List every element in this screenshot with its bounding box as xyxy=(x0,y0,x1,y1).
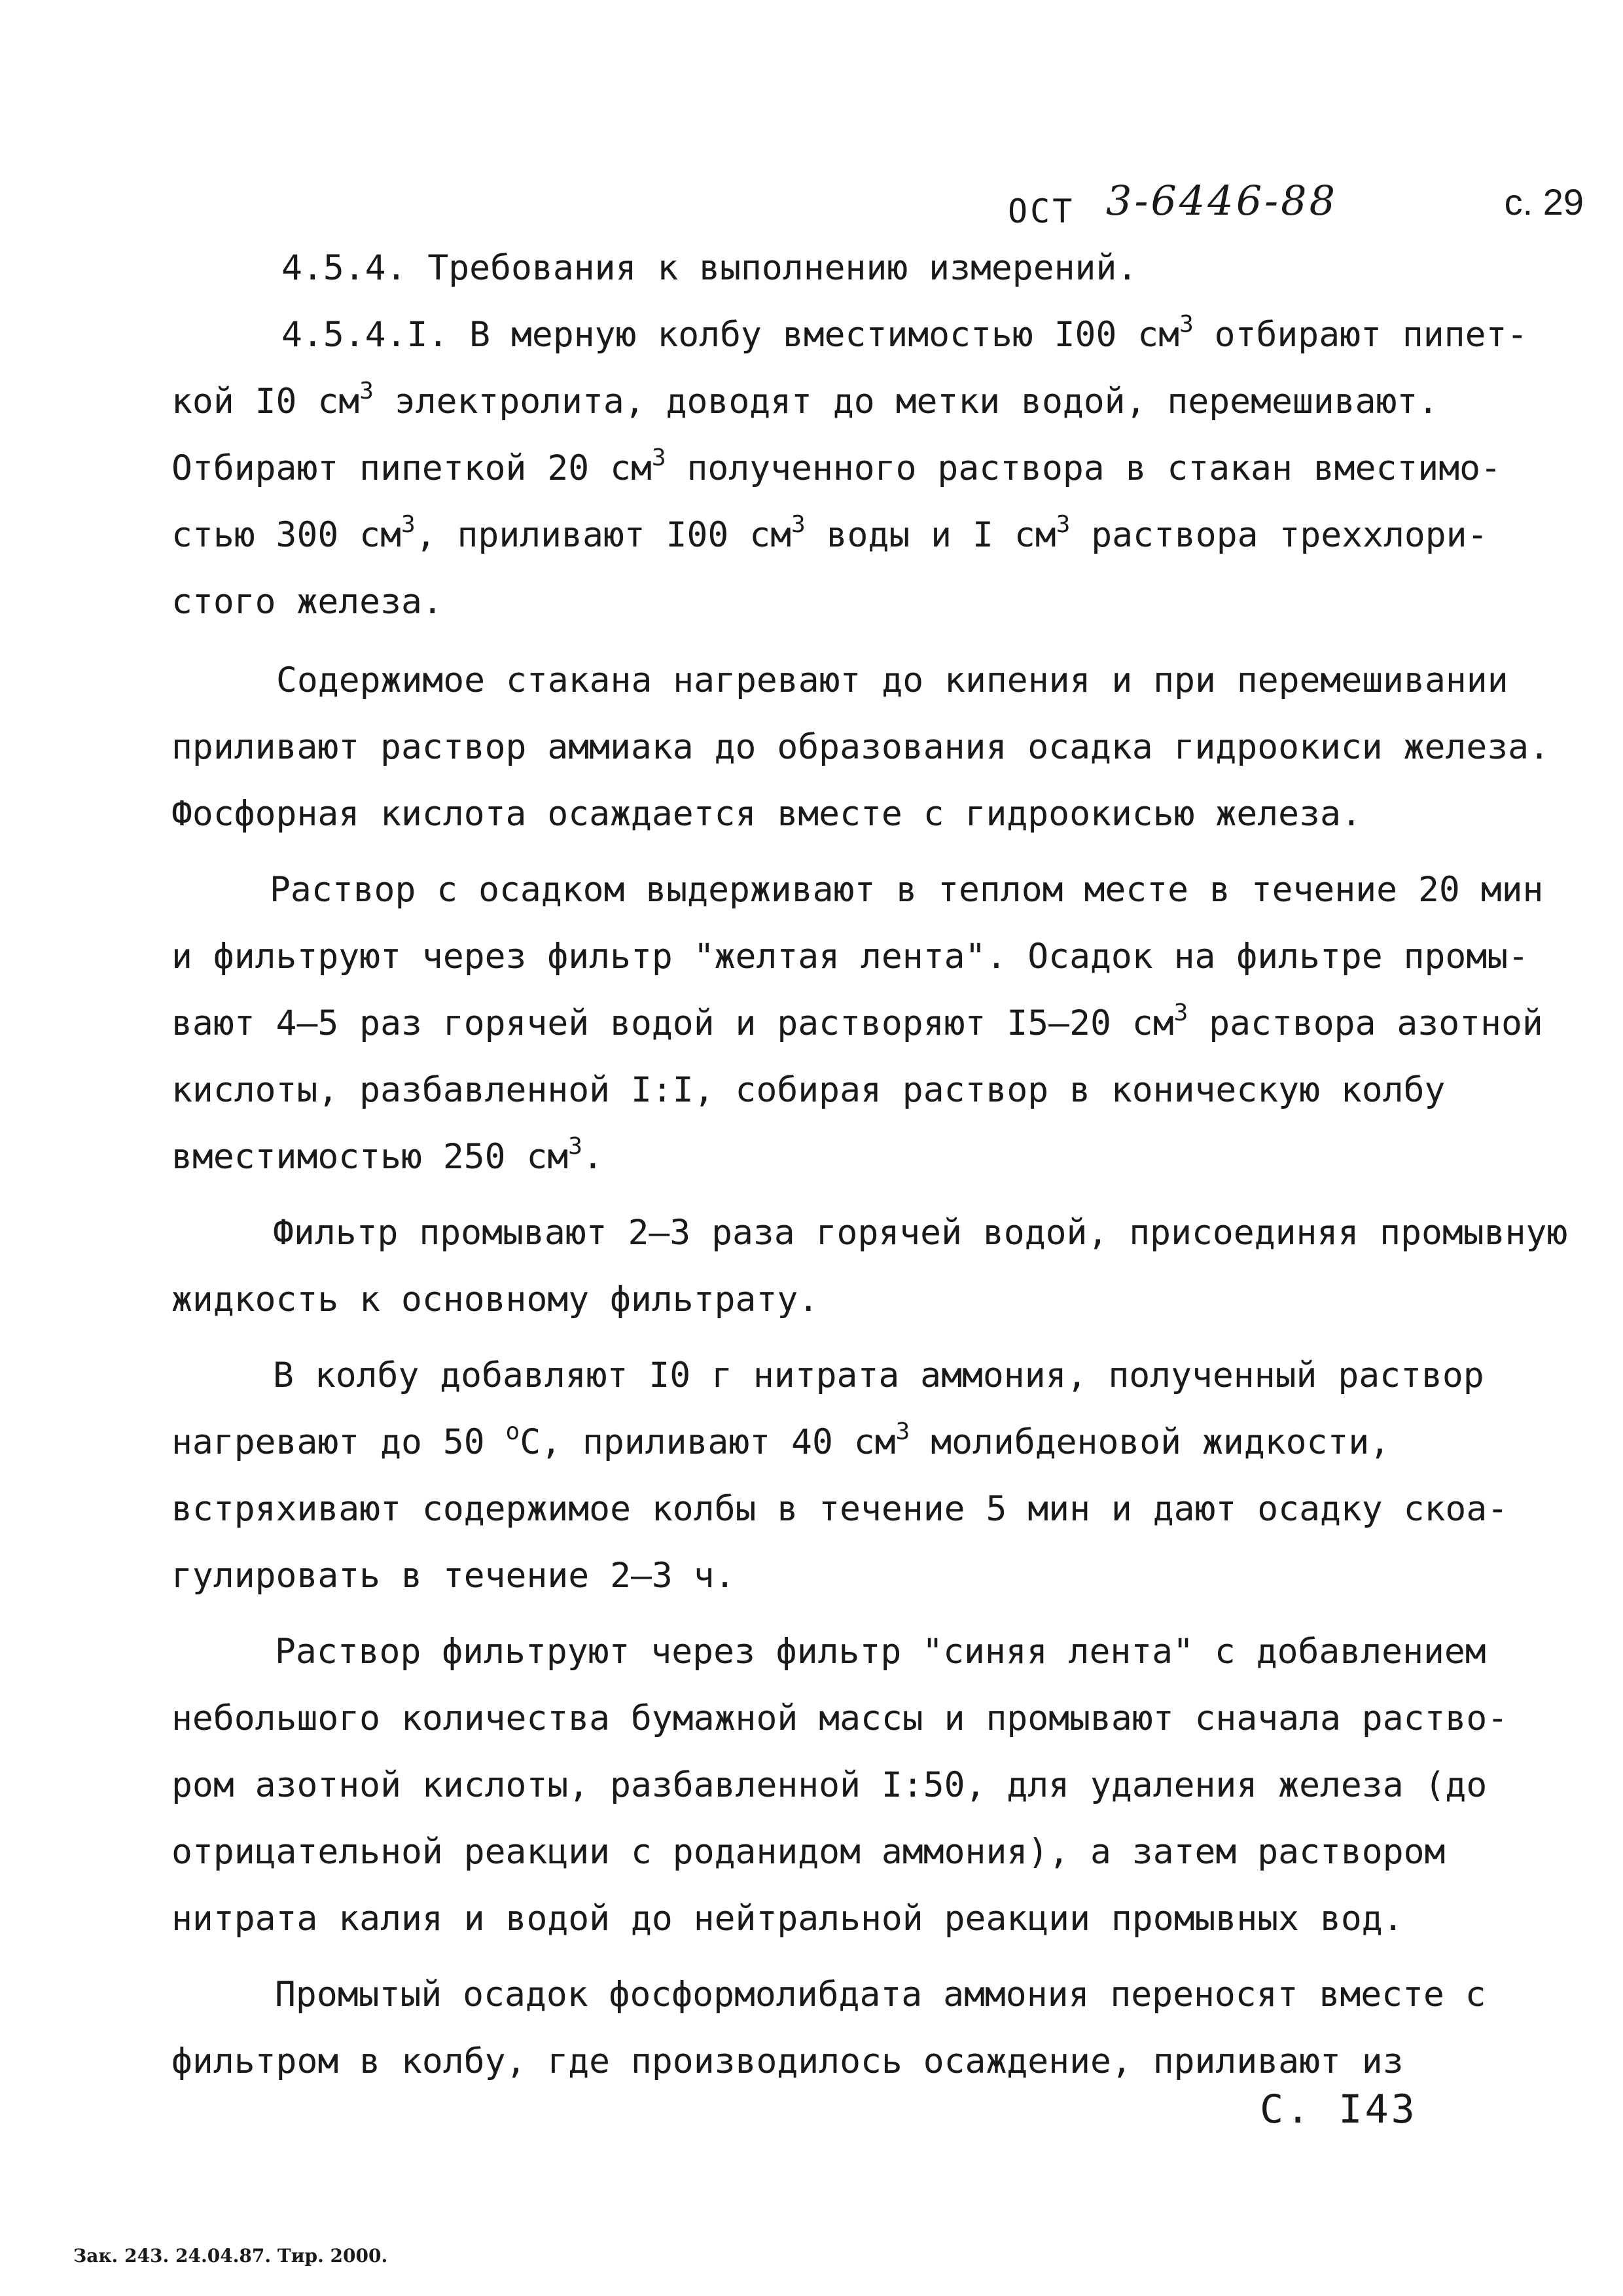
section-heading: 4.5.4. Требования к выполнению измерений. xyxy=(281,248,1138,288)
text-line: нитрата калия и водой до нейтральной реакции промывных вод. xyxy=(171,1899,1404,1939)
text-line: Раствор с осадком выдерживают в теплом месте в течение 20 мин xyxy=(270,870,1544,910)
text-line: фильтром в колбу, где производилось осаждение, приливают из xyxy=(171,2041,1404,2081)
text-line: гулировать в течение 2–3 ч. xyxy=(171,1556,736,1596)
text-line: кой I0 $см^3$ электролита, доводят до метки водой, перемешивают. xyxy=(171,378,1439,422)
text-line: и фильтруют через фильтр "желтая лента". Осадок на фильтре промы- xyxy=(171,937,1529,977)
text-line: стого железа. xyxy=(171,582,443,622)
page-header xyxy=(1008,177,1584,236)
print-imprint: Зак. 243. 24.04.87. Тир. 2000. xyxy=(73,2245,388,2267)
text-line: стью 300 $см^3$, приливают I00 $см^3$ воды и I $см^3$ раствора треххлори- xyxy=(171,511,1488,555)
text-line: Фосфорная кислота осаждается вместе с гидроокисью железа. xyxy=(171,794,1362,834)
text-line: Промытый осадок фосформолибдата аммония переносят вместе с xyxy=(275,1975,1486,2015)
text-line: нагревают до 50 $^о$С, приливают 40 $см^3$ молибденовой жидкости, xyxy=(171,1418,1391,1462)
text-line: приливают раствор аммиака до образования осадка гидроокиси железа. xyxy=(171,727,1550,767)
text-line: ром азотной кислоты, разбавленной I:50, для удаления железа (до xyxy=(171,1765,1488,1805)
text-line: встряхивают содержимое колбы в течение 5 мин и дают осадку скоа- xyxy=(171,1489,1508,1529)
text-line: отрицательной реакции с роданидом аммония), а затем раствором xyxy=(171,1832,1446,1872)
text-line: вают 4–5 раз горячей водой и растворяют I5–20 $см^3$ раствора азотной xyxy=(171,999,1543,1043)
text-line: кислоты, разбавленной I:I, собирая раствор в коническую колбу xyxy=(171,1070,1446,1110)
text-line: Фильтр промывают 2–3 раза горячей водой, присоединяя промывную xyxy=(273,1213,1568,1253)
page-number-bottom: С. I43 xyxy=(1260,2087,1418,2132)
text-line: жидкость к основному фильтрату. xyxy=(171,1280,819,1319)
text-line: Содержимое стакана нагревают до кипения и при перемешивании xyxy=(276,660,1508,700)
standard-label: ОСТ xyxy=(1008,192,1075,230)
text-line: Раствор фильтруют через фильтр "синяя лента" с добавлением xyxy=(275,1632,1486,1672)
text-line: Отбирают пипеткой 20 $см^3$ полученного раствора в стакан вместимо- xyxy=(171,444,1501,488)
text-line: 4.5.4.I. В мерную колбу вместимостью I00 $см^3$ отбирают пипет- xyxy=(281,311,1528,355)
text-line: вместимостью 250 $см^3$. xyxy=(171,1133,603,1177)
standard-number: 3-6446-88 xyxy=(1106,177,1338,224)
page-number-top: с. 29 xyxy=(1504,181,1584,223)
text-line: В колбу добавляют I0 г нитрата аммония, полученный раствор xyxy=(273,1355,1484,1395)
text-line: небольшого количества бумажной массы и промывают сначала раство- xyxy=(171,1698,1508,1738)
